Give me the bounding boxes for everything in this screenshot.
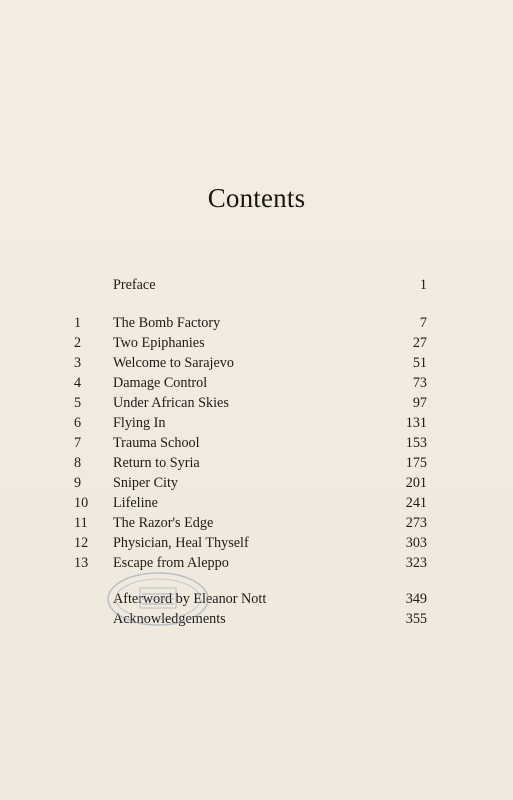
toc-entry-page: 241 bbox=[405, 495, 427, 511]
toc-entry-label: Return to Syria bbox=[113, 455, 200, 471]
toc-entry-label: Afterword by Eleanor Nott bbox=[113, 591, 267, 607]
toc-entry-page: 355 bbox=[405, 611, 427, 627]
toc-entry-page: 7 bbox=[419, 315, 427, 331]
toc-entry-chapter bbox=[0, 554, 513, 572]
toc-entry-page: 273 bbox=[405, 515, 427, 531]
toc-entry-page: 303 bbox=[405, 535, 427, 551]
page-title: Contents bbox=[207, 183, 306, 213]
toc-entry-number: 12 bbox=[74, 535, 89, 551]
toc-entry-chapter bbox=[0, 374, 513, 392]
toc-entry-chapter bbox=[0, 474, 513, 492]
toc-entry-afterword bbox=[0, 590, 513, 608]
toc-entry-number: 7 bbox=[74, 435, 82, 451]
toc-entry-number: 1 bbox=[74, 315, 82, 331]
toc-entry-number: 11 bbox=[74, 515, 88, 531]
toc-entry-label: Damage Control bbox=[113, 375, 208, 391]
toc-entry-page: 153 bbox=[405, 435, 427, 451]
toc-entry-number: 8 bbox=[74, 455, 82, 471]
toc-entry-number: 2 bbox=[74, 335, 82, 351]
toc-entry-chapter bbox=[0, 414, 513, 432]
toc-entry-page: 131 bbox=[405, 415, 427, 431]
toc-entry-label: Escape from Aleppo bbox=[113, 555, 229, 571]
toc-entry-label: The Bomb Factory bbox=[113, 315, 221, 331]
toc-entry-label: Welcome to Sarajevo bbox=[113, 355, 234, 371]
toc-entry-label: Two Epiphanies bbox=[113, 335, 205, 351]
toc-entry-page: 175 bbox=[405, 455, 427, 471]
toc-entry-chapter bbox=[0, 334, 513, 352]
toc-entry-chapter bbox=[0, 434, 513, 452]
toc-entry-chapter bbox=[0, 314, 513, 332]
toc-entry-page: 97 bbox=[412, 395, 427, 411]
toc-entry-page: 201 bbox=[405, 475, 427, 491]
toc-entry-number: 10 bbox=[74, 495, 89, 511]
toc-entry-chapter bbox=[0, 494, 513, 512]
toc-entry-label: Preface bbox=[113, 277, 156, 293]
toc-entry-page: 1 bbox=[419, 277, 427, 293]
toc-entry-chapter bbox=[0, 354, 513, 372]
toc-entry-number: 13 bbox=[74, 555, 89, 571]
toc-entry-number: 4 bbox=[74, 375, 82, 391]
toc-entry-number: 6 bbox=[74, 415, 82, 431]
toc-entry-acknowledgements bbox=[0, 610, 513, 628]
toc-entry-page: 51 bbox=[412, 355, 427, 371]
toc-entry-number: 9 bbox=[74, 475, 82, 491]
toc-entry-number: 3 bbox=[74, 355, 82, 371]
toc-entry-label: Acknowledgements bbox=[113, 611, 226, 627]
watermark-stamp-icon bbox=[104, 568, 212, 630]
toc-entry-label: Trauma School bbox=[113, 435, 200, 451]
toc-entry-preface bbox=[0, 276, 513, 294]
toc-entry-number: 5 bbox=[74, 395, 82, 411]
toc-entry-label: Sniper City bbox=[113, 475, 179, 491]
toc-entry-chapter bbox=[0, 534, 513, 552]
toc-entry-label: Flying In bbox=[113, 415, 166, 431]
toc-entry-page: 323 bbox=[405, 555, 427, 571]
toc-entry-chapter bbox=[0, 514, 513, 532]
toc-entry-page: 349 bbox=[405, 591, 427, 607]
toc-entry-chapter bbox=[0, 454, 513, 472]
toc-entry-label: Lifeline bbox=[113, 495, 158, 511]
toc-entry-page: 73 bbox=[412, 375, 427, 391]
toc-entry-label: Physician, Heal Thyself bbox=[113, 535, 249, 551]
toc-entry-page: 27 bbox=[412, 335, 427, 351]
toc-entry-label: The Razor's Edge bbox=[113, 515, 214, 531]
toc-entry-chapter bbox=[0, 394, 513, 412]
toc-entry-label: Under African Skies bbox=[113, 395, 229, 411]
